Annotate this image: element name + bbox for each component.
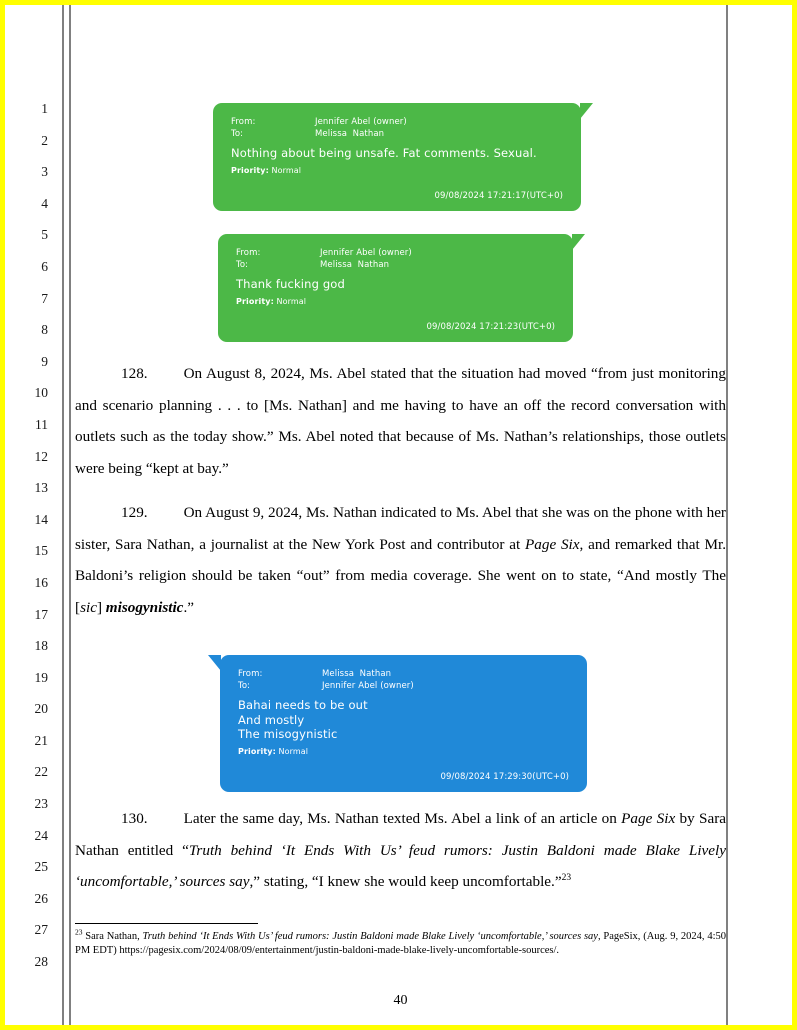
message-priority xyxy=(236,297,555,306)
line-number-22: 22 xyxy=(34,764,48,780)
line-number-12: 12 xyxy=(34,448,48,464)
line-number-25: 25 xyxy=(34,859,48,875)
message-line: Nothing about being unsafe. Fat comments. Sexual. xyxy=(231,146,537,160)
footnote-23 xyxy=(75,927,726,958)
line-number-19: 19 xyxy=(34,669,48,685)
message-timestamp: 09/08/2024 17:29:30(UTC+0) xyxy=(440,771,569,782)
paragraph-text: , and remarked that Mr. Baldoni’s religion should be taken “out” from media coverage. She went on to state, “And mostly The [ xyxy=(75,535,727,616)
paragraph-number: 129. xyxy=(121,504,148,521)
page-content xyxy=(75,5,727,1025)
line-number-10: 10 xyxy=(34,385,48,401)
footnote-section xyxy=(75,923,726,958)
message-bubble-green-1 xyxy=(213,103,581,211)
bubble-tail-icon xyxy=(580,103,593,119)
footnote-marker: 23 xyxy=(75,927,83,937)
paragraph-128 xyxy=(75,358,726,484)
paragraph-text: by Sara Nathan entitled “ xyxy=(75,810,726,859)
line-number-3: 3 xyxy=(41,164,48,180)
message-header xyxy=(231,117,563,140)
paragraph-italic-article-title: Truth behind ‘It Ends With Us’ feud rumors: Justin Baldoni made Blake Lively ‘uncomfortable,’ sources say xyxy=(75,841,726,891)
line-number-1: 1 xyxy=(41,101,48,116)
footnote-reference-marker[interactable]: 23 xyxy=(561,873,572,884)
line-number-21: 21 xyxy=(34,732,48,748)
from-label: From: xyxy=(231,117,256,127)
paragraph-italic-page-six: Page Six xyxy=(524,535,580,553)
to-label: To: xyxy=(238,680,251,691)
bubble-tail-icon xyxy=(208,655,221,671)
from-label: From: xyxy=(236,248,261,258)
line-number-24: 24 xyxy=(34,827,48,843)
paragraph-italic-sic: sic xyxy=(80,598,97,616)
footnote-author: Sara Nathan, xyxy=(82,931,143,942)
line-number-8: 8 xyxy=(41,322,48,338)
message-priority xyxy=(231,166,563,175)
to-value: Melissa Nathan xyxy=(315,128,385,139)
line-number-7: 7 xyxy=(41,290,48,306)
page-number: 40 xyxy=(393,993,408,1008)
line-number-9: 9 xyxy=(41,353,48,369)
footnote-separator-rule xyxy=(75,923,258,924)
right-margin-rule xyxy=(726,5,728,1025)
left-margin-rule-outer xyxy=(62,5,64,1025)
bubble-tail-icon xyxy=(572,234,585,250)
from-value: Jennifer Abel (owner) xyxy=(315,117,407,127)
line-number-gutter xyxy=(5,93,57,978)
paragraph-text: ] xyxy=(96,598,106,616)
footnote-source: , PageSix, (Aug. 9, 2024, 4:50 PM EDT) https://pagesix.com/2024/08/09/entertainment/justin-baldoni-made-blake-lively-uncomfortable-sources/. xyxy=(75,931,726,957)
paragraph-text: On August 9, 2024, Ms. Nathan indicated to Ms. Abel that she was on the phone with her sister, Sara Nathan, a journalist at the New York Post and contributor at xyxy=(75,504,726,553)
paragraph-text: Later the same day, Ms. Nathan texted Ms. Abel a link of an article on xyxy=(183,810,622,827)
line-number-6: 6 xyxy=(41,258,48,274)
message-body xyxy=(236,277,555,292)
paragraph-text: On August 8, 2024, Ms. Abel stated that the situation had moved “from just monitoring and scenario planning . . . to [Ms. Nathan] and me having to have an off the record conversation with outlets such as the today show.” Ms. Abel noted that because of Ms. Nathan’s relationships, those outlets were being “kept at bay.” xyxy=(75,365,726,477)
line-number-26: 26 xyxy=(34,890,48,906)
message-bubble-green-2 xyxy=(218,234,573,342)
message-line: And mostly xyxy=(238,712,305,727)
line-number-5: 5 xyxy=(41,227,48,243)
paragraph-bold-italic-misogynistic: misogynistic xyxy=(105,598,184,616)
message-header xyxy=(238,669,569,692)
line-number-14: 14 xyxy=(34,511,48,527)
paragraph-number: 130. xyxy=(121,810,148,827)
line-number-11: 11 xyxy=(35,416,48,432)
left-margin-rule-inner xyxy=(69,5,71,1025)
to-value: Melissa Nathan xyxy=(320,259,390,270)
from-value: Melissa Nathan xyxy=(322,669,392,679)
line-number-23: 23 xyxy=(34,796,48,812)
message-timestamp: 09/08/2024 17:21:17(UTC+0) xyxy=(434,190,563,201)
message-body xyxy=(238,698,569,742)
line-number-17: 17 xyxy=(34,606,48,622)
footnote-title: Truth behind ‘It Ends With Us’ feud rumors: Justin Baldoni made Blake Lively ‘uncomfortable,’ sources say xyxy=(142,931,598,942)
message-bubble-blue-1 xyxy=(220,655,587,792)
line-number-15: 15 xyxy=(34,543,48,559)
paragraph-italic-page-six: Page Six xyxy=(621,810,676,827)
to-label: To: xyxy=(236,259,249,270)
line-number-16: 16 xyxy=(34,574,48,590)
priority-label: Priority: xyxy=(236,296,274,306)
priority-label: Priority: xyxy=(238,746,276,756)
message-line: The misogynistic xyxy=(238,727,338,741)
message-priority xyxy=(238,747,569,756)
line-number-13: 13 xyxy=(34,480,48,496)
priority-value: Normal xyxy=(271,165,302,175)
paragraph-130 xyxy=(75,803,726,898)
from-value: Jennifer Abel (owner) xyxy=(320,248,412,258)
paragraph-number: 128. xyxy=(121,365,148,382)
line-number-2: 2 xyxy=(41,132,48,148)
message-timestamp: 09/08/2024 17:21:23(UTC+0) xyxy=(426,321,555,332)
message-body xyxy=(231,146,563,161)
line-number-18: 18 xyxy=(34,638,48,654)
priority-value: Normal xyxy=(278,746,309,756)
line-number-20: 20 xyxy=(34,701,48,717)
line-number-28: 28 xyxy=(34,954,48,970)
priority-value: Normal xyxy=(276,296,307,306)
to-value: Jennifer Abel (owner) xyxy=(322,680,414,691)
message-line: Thank fucking god xyxy=(236,277,345,291)
message-line: Bahai needs to be out xyxy=(238,698,368,712)
line-number-4: 4 xyxy=(41,195,48,211)
to-label: To: xyxy=(231,128,244,139)
document-page xyxy=(5,5,792,1025)
line-number-27: 27 xyxy=(34,922,48,938)
paragraph-text: .” xyxy=(183,598,194,616)
message-header xyxy=(236,248,555,271)
priority-label: Priority: xyxy=(231,165,269,175)
paragraph-129 xyxy=(75,497,726,623)
from-label: From: xyxy=(238,669,263,679)
paragraph-text: ,” stating, “I knew she would keep uncomfortable.” xyxy=(249,873,562,891)
